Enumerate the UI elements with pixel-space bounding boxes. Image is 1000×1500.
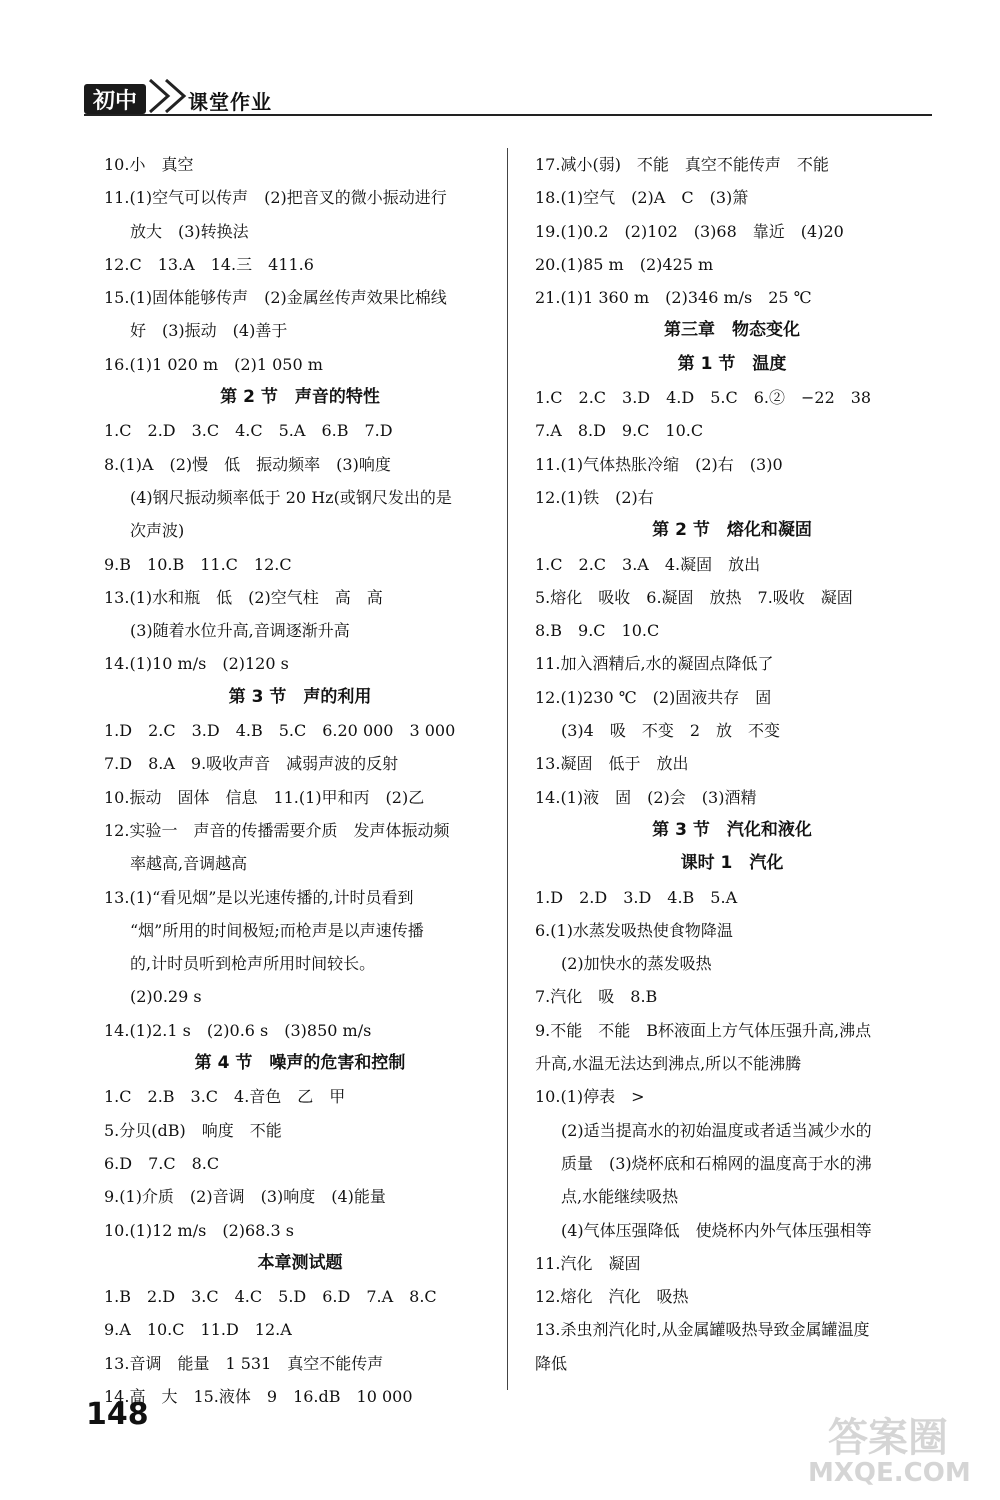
answer-line: 14.(1)10 m/s (2)120 s bbox=[104, 654, 289, 674]
section-heading: 第 1 节 温度 bbox=[677, 353, 787, 374]
answer-line: 12.熔化 汽化 吸热 bbox=[535, 1287, 689, 1307]
page-header bbox=[84, 70, 932, 114]
answer-line: 9.不能 不能 B杯液面上方气体压强升高,沸点 bbox=[535, 1020, 872, 1040]
answer-line: 19.(1)0.2 (2)102 (3)68 靠近 (4)20 bbox=[535, 221, 844, 241]
answer-line: 13.(1)水和瓶 低 (2)空气柱 高 高 bbox=[104, 587, 383, 607]
answer-line: 11.(1)空气可以传声 (2)把音叉的微小振动进行 bbox=[104, 188, 447, 208]
section-heading: 本章测试题 bbox=[257, 1252, 343, 1273]
section-heading: 第 2 节 熔化和凝固 bbox=[652, 520, 812, 541]
section-heading: 第 3 节 汽化和液化 bbox=[652, 819, 812, 840]
answer-line: 8.(1)A (2)慢 低 振动频率 (3)响度 bbox=[104, 454, 391, 474]
answer-line: (2)适当提高水的初始温度或者适当减少水的 bbox=[561, 1120, 872, 1140]
answer-line: 11.汽化 凝固 bbox=[535, 1253, 641, 1273]
answer-line: 14.高 大 15.液体 9 16.dB 10 000 bbox=[104, 1386, 413, 1406]
answer-line: 10.(1)12 m/s (2)68.3 s bbox=[104, 1220, 294, 1240]
column-divider bbox=[507, 148, 508, 1390]
answer-line: 7.D 8.A 9.吸收声音 减弱声波的反射 bbox=[104, 754, 399, 774]
answer-line: 率越高,音调越高 bbox=[130, 854, 248, 874]
answer-line: 20.(1)85 m (2)425 m bbox=[535, 254, 714, 274]
header-title: 课堂作业 bbox=[188, 90, 272, 114]
answer-line: (2)0.29 s bbox=[130, 987, 202, 1007]
answer-line: 降低 bbox=[535, 1353, 568, 1373]
section-heading: 第 3 节 声的利用 bbox=[228, 686, 372, 707]
section-heading: 第 4 节 噪声的危害和控制 bbox=[194, 1053, 406, 1074]
answer-line: 5.熔化 吸收 6.凝固 放热 7.吸收 凝固 bbox=[535, 587, 853, 607]
answer-line: 7.汽化 吸 8.B bbox=[535, 987, 658, 1007]
answer-line: 8.B 9.C 10.C bbox=[535, 621, 660, 641]
answer-line: 1.D 2.D 3.D 4.B 5.A bbox=[535, 887, 738, 907]
answer-line: 13.音调 能量 1 531 真空不能传声 bbox=[104, 1353, 384, 1373]
answer-line: 12.C 13.A 14.三 411.6 bbox=[104, 254, 314, 274]
answer-line: 11.加入酒精后,水的凝固点降低了 bbox=[535, 654, 774, 674]
answer-line: 11.(1)气体热胀冷缩 (2)右 (3)0 bbox=[535, 454, 783, 474]
watermark bbox=[808, 1402, 971, 1496]
answer-line: 放大 (3)转换法 bbox=[130, 221, 249, 241]
answer-line: 的,计时员听到枪声所用时间较长。 bbox=[130, 954, 376, 974]
answer-line: 17.减小(弱) 不能 真空不能传声 不能 bbox=[535, 155, 829, 174]
section-heading: 第 2 节 声音的特性 bbox=[220, 387, 380, 408]
answer-line: 9.B 10.B 11.C 12.C bbox=[104, 554, 292, 574]
answer-line: 好 (3)振动 (4)善于 bbox=[130, 321, 288, 341]
left-answer-column bbox=[104, 148, 496, 1413]
answer-line: 18.(1)空气 (2)A C (3)箫 bbox=[535, 188, 749, 208]
answer-line: 1.C 2.D 3.C 4.C 5.A 6.B 7.D bbox=[104, 421, 393, 441]
answer-line: (4)气体压强降低 使烧杯内外气体压强相等 bbox=[561, 1220, 872, 1240]
answer-line: 14.(1)液 固 (2)会 (3)酒精 bbox=[535, 787, 757, 807]
answer-line: 1.B 2.D 3.C 4.C 5.D 6.D 7.A 8.C bbox=[104, 1287, 437, 1307]
answer-line: 1.C 2.C 3.A 4.凝固 放出 bbox=[535, 554, 761, 574]
answer-line: 1.C 2.C 3.D 4.D 5.C 6.② −22 38 bbox=[535, 388, 872, 408]
answer-line: 6.(1)水蒸发吸热使食物降温 bbox=[535, 920, 733, 940]
answer-line: 点,水能继续吸热 bbox=[561, 1187, 679, 1207]
answer-line: (3)随着水位升高,音调逐渐升高 bbox=[130, 621, 350, 641]
answer-line: 9.(1)介质 (2)音调 (3)响度 (4)能量 bbox=[104, 1187, 386, 1207]
section-heading: 课时 1 汽化 bbox=[680, 853, 784, 874]
watermark-logo-text: 答案圈 bbox=[828, 1415, 948, 1461]
answer-line: 次声波) bbox=[130, 521, 185, 541]
answer-line: 12.实验一 声音的传播需要介质 发声体振动频 bbox=[104, 820, 450, 840]
answer-line: 10.振动 固体 信息 11.(1)甲和丙 (2)乙 bbox=[104, 787, 425, 807]
answer-line: 5.分贝(dB) 响度 不能 bbox=[104, 1120, 282, 1140]
answer-line: 13.(1)“看见烟”是以光速传播的,计时员看到 bbox=[104, 887, 414, 907]
answer-line: (4)钢尺振动频率低于 20 Hz(或钢尺发出的是 bbox=[130, 487, 452, 507]
answer-line: “烟”所用的时间极短;而枪声是以声速传播 bbox=[130, 920, 424, 940]
answer-line: 10.小 真空 bbox=[104, 155, 194, 174]
right-answer-column bbox=[535, 148, 929, 1380]
answer-line: 1.C 2.B 3.C 4.音色 乙 甲 bbox=[104, 1087, 346, 1107]
answer-line: 13.杀虫剂汽化时,从金属罐吸热导致金属罐温度 bbox=[535, 1320, 870, 1340]
answer-line: 10.(1)停表 > bbox=[535, 1087, 645, 1107]
answer-line: 12.(1)铁 (2)右 bbox=[535, 487, 654, 507]
answer-line: 16.(1)1 020 m (2)1 050 m bbox=[104, 354, 323, 374]
answer-line: 21.(1)1 360 m (2)346 m/s 25 ℃ bbox=[535, 288, 812, 308]
answer-line: 15.(1)固体能够传声 (2)金属丝传声效果比棉线 bbox=[104, 288, 447, 308]
header-rule bbox=[84, 114, 932, 116]
answer-line: 13.凝固 低于 放出 bbox=[535, 754, 689, 774]
answer-line: 12.(1)230 ℃ (2)固液共存 固 bbox=[535, 687, 772, 707]
answer-line: 9.A 10.C 11.D 12.A bbox=[104, 1320, 292, 1340]
answer-line: (2)加快水的蒸发吸热 bbox=[561, 954, 712, 974]
answer-line: (3)4 吸 不变 2 放 不变 bbox=[561, 721, 781, 741]
watermark-url: MXQE.COM bbox=[808, 1458, 971, 1488]
answer-line: 升高,水温无法达到沸点,所以不能沸腾 bbox=[535, 1054, 802, 1074]
answer-line: 1.D 2.C 3.D 4.B 5.C 6.20 000 3 000 bbox=[104, 721, 456, 741]
answer-line: 质量 (3)烧杯底和石棉网的温度高于水的沸 bbox=[561, 1153, 872, 1173]
answer-line: 14.(1)2.1 s (2)0.6 s (3)850 m/s bbox=[104, 1020, 372, 1040]
answer-line: 7.A 8.D 9.C 10.C bbox=[535, 421, 704, 441]
section-heading: 第三章 物态变化 bbox=[664, 320, 800, 341]
grade-badge: 初中 bbox=[84, 84, 146, 114]
page-number: 148 bbox=[86, 1397, 149, 1432]
answer-line: 6.D 7.C 8.C bbox=[104, 1153, 220, 1173]
